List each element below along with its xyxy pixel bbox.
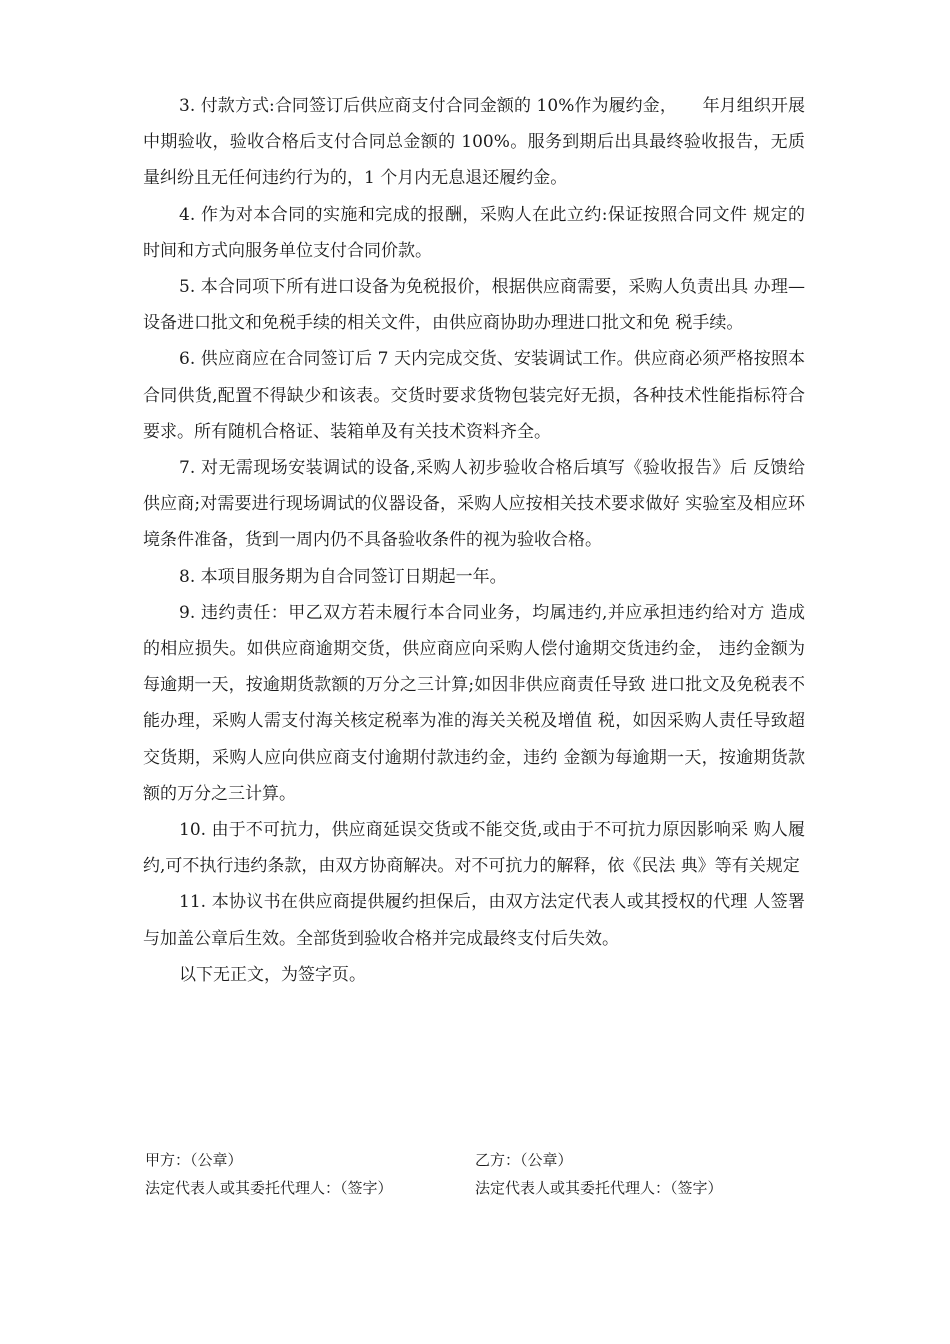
signature-block <box>145 1146 825 1202</box>
clause-9-liability: 9. 违约责任：甲乙双方若未履行本合同业务，均属违约,并应承担违约给对方 造成的相应损失。如供应商逾期交货，供应商应向采购人偿付逾期交货违约金， 违约金额为每逾期一天，按逾期货款额的万分之三计算;如因非供应商责任导致 进口批文及免税表不能办理，采购人需支付海关核定税率为准的海关关税及增值 税，如因采购人责任导致超交货期，采购人应向供应商支付逾期付款违约金，违约 金额为每逾期一天，按逾期货款额的万分之三计算。 <box>143 602 805 804</box>
seal-row <box>145 1146 825 1174</box>
clause-5-import-equipment: 5. 本合同项下所有进口设备为免税报价，根据供应商需要，采购人负责出具 办理—设备进口批文和免税手续的相关文件，由供应商协助办理进口批文和免 税手续。 <box>143 277 805 334</box>
party-b-representative: 法定代表人或其委托代理人：（签字） <box>475 1179 723 1197</box>
party-a-representative: 法定代表人或其委托代理人：（签字） <box>145 1179 393 1197</box>
clause-7-acceptance: 7. 对无需现场安装调试的设备,采购人初步验收合格后填写《验收报告》后 反馈给供应商;对需要进行现场调试的仪器设备，采购人应按相关技术要求做好 实验室及相应环境条件准备，货到一周内仍不具备验收条件的视为验收合格。 <box>143 458 805 551</box>
party-b-seal: 乙方：（公章） <box>475 1151 573 1169</box>
clause-11-effectiveness: 11. 本协议书在供应商提供履约担保后，由双方法定代表人或其授权的代理 人签署与加盖公章后生效。全部货到验收合格并完成最终支付后失效。 <box>143 892 805 949</box>
clause-8-service-period: 8. 本项目服务期为自合同签订日期起一年。 <box>179 566 507 587</box>
contract-body <box>143 88 805 993</box>
end-of-text-note: 以下无正文，为签字页。 <box>179 964 366 985</box>
clause-6-delivery: 6. 供应商应在合同签订后 7 天内完成交货、安装调试工作。供应商必须严格按照本合同供货,配置不得缺少和该表。交货时要求货物包装完好无损，各种技术性能指标符合要求。所有随机合格证、装箱单及有关技术资料齐全。 <box>143 349 805 442</box>
representative-row <box>145 1174 825 1202</box>
clause-3-payment: 3. 付款方式:合同签订后供应商支付合同金额的 10%作为履约金， 年月组织开展中期验收，验收合格后支付合同总金额的 100%。服务到期后出具最终验收报告，无质量纠纷且无任何违约行为的，1 个月内无息退还履约金。 <box>143 96 805 189</box>
party-a-seal: 甲方：（公章） <box>145 1151 243 1169</box>
clause-10-force-majeure: 10. 由于不可抗力，供应商延误交货或不能交货,或由于不可抗力原因影响采 购人履约,可不执行违约条款，由双方协商解决。对不可抗力的解释，依《民法 典》等有关规定 <box>143 820 805 877</box>
clause-4-remuneration: 4. 作为对本合同的实施和完成的报酬，采购人在此立约:保证按照合同文件 规定的时间和方式向服务单位支付合同价款。 <box>143 204 805 261</box>
